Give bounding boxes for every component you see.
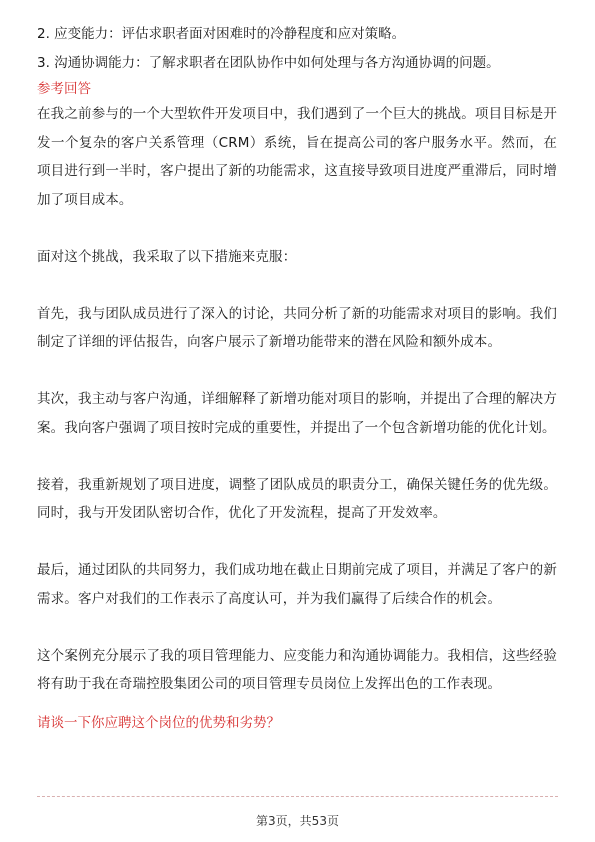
paragraph-spacer bbox=[37, 528, 557, 557]
list-item-communication: 3. 沟通协调能力：了解求职者在团队协作中如何处理与各方沟通协调的问题。 bbox=[37, 55, 500, 71]
page-number: 第3页，共53页 bbox=[256, 814, 339, 828]
answer-paragraph-third: 接着，我重新规划了项目进度，调整了团队成员的职责分工，确保关键任务的优先级。同时，我与开发团队密切合作，优化了开发流程，提高了开发效率。 bbox=[37, 476, 557, 521]
paragraph-spacer bbox=[37, 357, 557, 386]
page-content bbox=[37, 22, 557, 735]
answer-paragraph-summary: 这个案例充分展示了我的项目管理能力、应变能力和沟通协调能力。我相信，这些经验将有助于我在奇瑞控股集团公司的项目管理专员岗位上发挥出色的工作表现。 bbox=[37, 647, 557, 692]
paragraph-spacer bbox=[37, 214, 557, 243]
answer-paragraph-measures: 面对这个挑战，我采取了以下措施来克服： bbox=[37, 248, 297, 265]
answer-paragraph-intro: 在我之前参与的一个大型软件开发项目中，我们遇到了一个巨大的挑战。项目目标是开发一个复杂的客户关系管理（CRM）系统，旨在提高公司的客户服务水平。然而，在项目进行到一半时，客户提出了新的功能需求，这直接导致项目进度严重滞后，同时增加了项目成本。 bbox=[37, 106, 557, 208]
answer-paragraph-first: 首先，我与团队成员进行了深入的讨论，共同分析了新的功能需求对项目的影响。我们制定了详细的评估报告，向客户展示了新增功能带来的潜在风险和额外成本。 bbox=[37, 305, 557, 350]
next-question-heading: 请谈一下你应聘这个岗位的优势和劣势？ bbox=[37, 714, 280, 731]
paragraph-spacer bbox=[37, 442, 557, 471]
footer-divider bbox=[37, 796, 558, 797]
list-item-adaptability: 2. 应变能力：评估求职者面对困难时的冷静程度和应对策略。 bbox=[37, 26, 406, 42]
paragraph-spacer bbox=[37, 613, 557, 642]
answer-paragraph-final: 最后，通过团队的共同努力，我们成功地在截止日期前完成了项目，并满足了客户的新需求。客户对我们的工作表示了高度认可，并为我们赢得了后续合作的机会。 bbox=[37, 562, 557, 607]
paragraph-spacer bbox=[37, 271, 557, 300]
answer-heading: 参考回答 bbox=[37, 81, 91, 97]
answer-paragraph-second: 其次，我主动与客户沟通，详细解释了新增功能对项目的影响，并提出了合理的解决方案。我向客户强调了项目按时完成的重要性，并提出了一个包含新增功能的优化计划。 bbox=[37, 391, 557, 436]
